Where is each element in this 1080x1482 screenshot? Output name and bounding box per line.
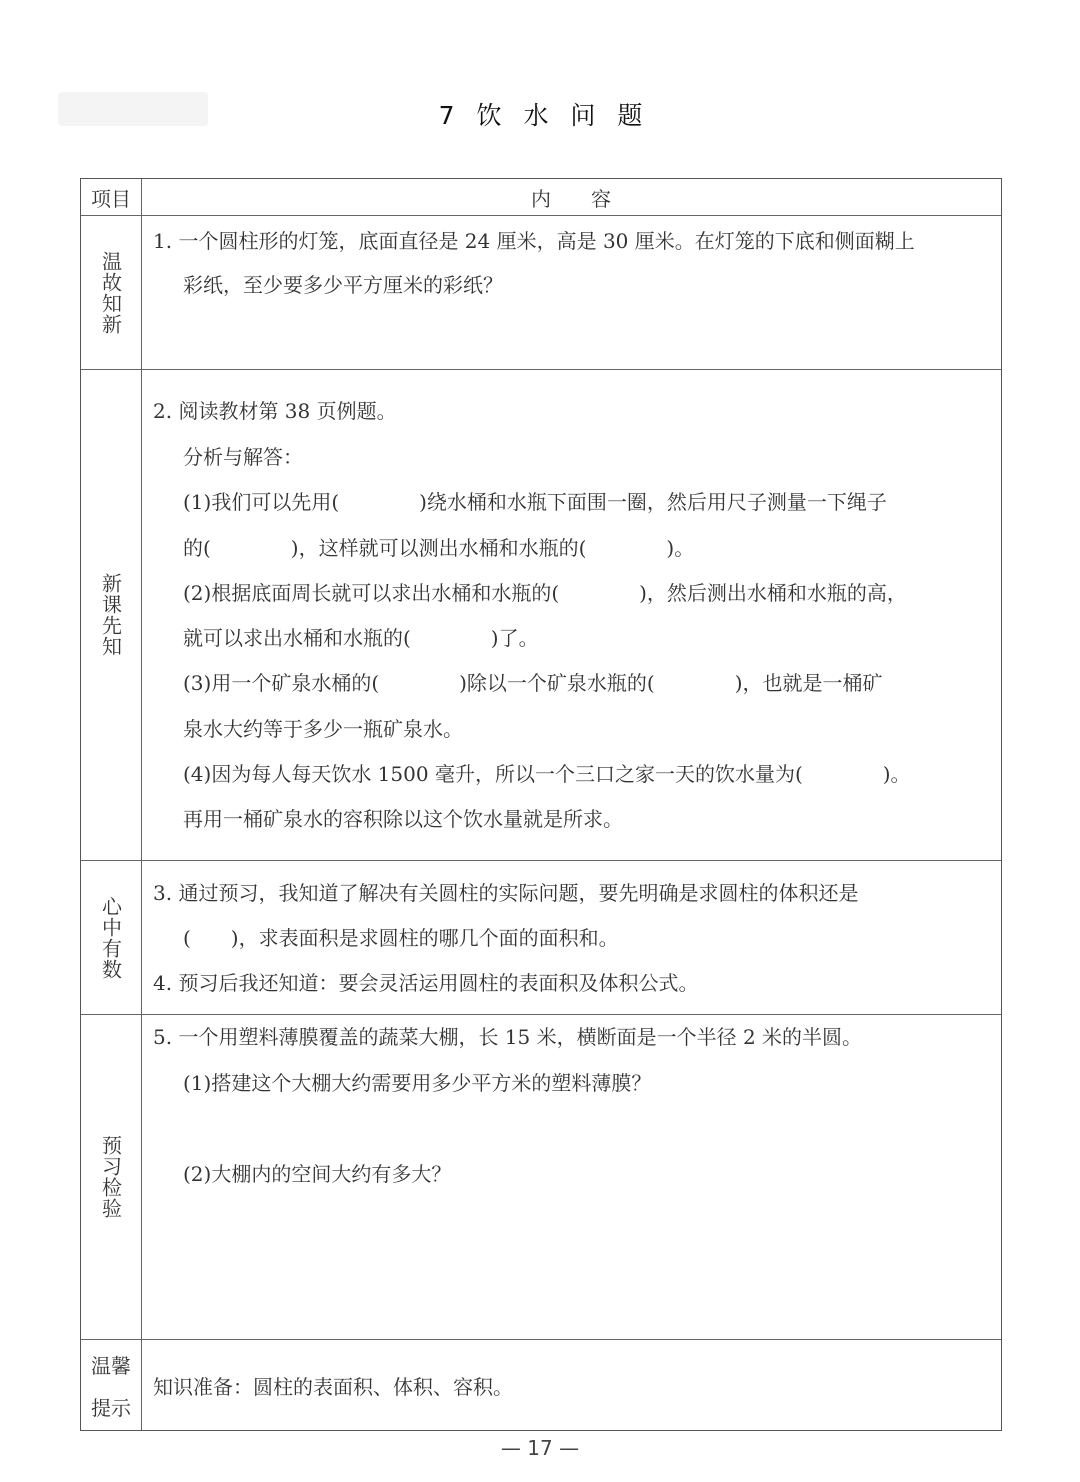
question-1-line-1: 1. 一个圆柱形的灯笼，底面直径是 24 厘米，高是 30 厘米。在灯笼的下底和侧面糊上 xyxy=(153,229,915,253)
step-3-line-2: 泉水大约等于多少一瓶矿泉水。 xyxy=(183,717,463,741)
column-divider xyxy=(141,179,142,1430)
worksheet-table xyxy=(80,178,1002,1431)
header-project: 项目 xyxy=(91,187,131,211)
step-1-line-1: (1)我们可以先用( )绕水桶和水瓶下面围一圈，然后用尺子测量一下绳子 xyxy=(183,490,887,514)
question-5-line: 5. 一个用塑料薄膜覆盖的蔬菜大棚，长 15 米，横断面是一个半径 2 米的半圆。 xyxy=(153,1025,863,1049)
step-1-line-2: 的( )，这样就可以测出水桶和水瓶的( )。 xyxy=(183,536,695,560)
question-3-line-1: 3. 通过预习，我知道了解决有关圆柱的实际问题，要先明确是求圆柱的体积还是 xyxy=(153,881,859,905)
page-title: 7 饮 水 问 题 xyxy=(438,101,650,130)
question-4-line: 4. 预习后我还知道：要会灵活运用圆柱的表面积及体积公式。 xyxy=(153,971,699,995)
row-divider xyxy=(81,1339,1001,1340)
tip-text: 知识准备：圆柱的表面积、体积、容积。 xyxy=(153,1375,513,1399)
header-content: 内 容 xyxy=(531,187,611,211)
label-review: 温故知新 xyxy=(98,250,123,335)
label-tip-1: 温馨 xyxy=(91,1354,131,1378)
step-3-line-1: (3)用一个矿泉水桶的( )除以一个矿泉水瓶的( )，也就是一桶矿 xyxy=(183,671,883,695)
label-new: 新课先知 xyxy=(98,573,123,657)
page-number: — 17 — xyxy=(500,1436,580,1460)
row-divider xyxy=(81,369,1001,370)
label-mind: 心中有数 xyxy=(98,895,123,980)
step-4-line-2: 再用一桶矿泉水的容积除以这个饮水量就是所求。 xyxy=(183,807,623,831)
question-5-part-1: (1)搭建这个大棚大约需要用多少平方米的塑料薄膜？ xyxy=(183,1071,652,1095)
step-2-line-2: 就可以求出水桶和水瓶的( )了。 xyxy=(183,626,539,650)
row-divider xyxy=(81,860,1001,861)
label-check: 预习检验 xyxy=(98,1135,123,1219)
question-5-part-2: (2)大棚内的空间大约有多大？ xyxy=(183,1162,452,1186)
question-2-line: 2. 阅读教材第 38 页例题。 xyxy=(153,399,397,423)
analysis-heading: 分析与解答： xyxy=(183,445,303,469)
question-1-line-2: 彩纸，至少要多少平方厘米的彩纸？ xyxy=(183,273,503,297)
label-tip-2: 提示 xyxy=(91,1396,131,1420)
question-3-line-2: ( )，求表面积是求圆柱的哪几个面的面积和。 xyxy=(183,926,619,950)
row-divider xyxy=(81,1014,1001,1015)
step-4-line-1: (4)因为每人每天饮水 1500 毫升，所以一个三口之家一天的饮水量为( )。 xyxy=(183,762,911,786)
step-2-line-1: (2)根据底面周长就可以求出水桶和水瓶的( )，然后测出水桶和水瓶的高， xyxy=(183,581,907,605)
